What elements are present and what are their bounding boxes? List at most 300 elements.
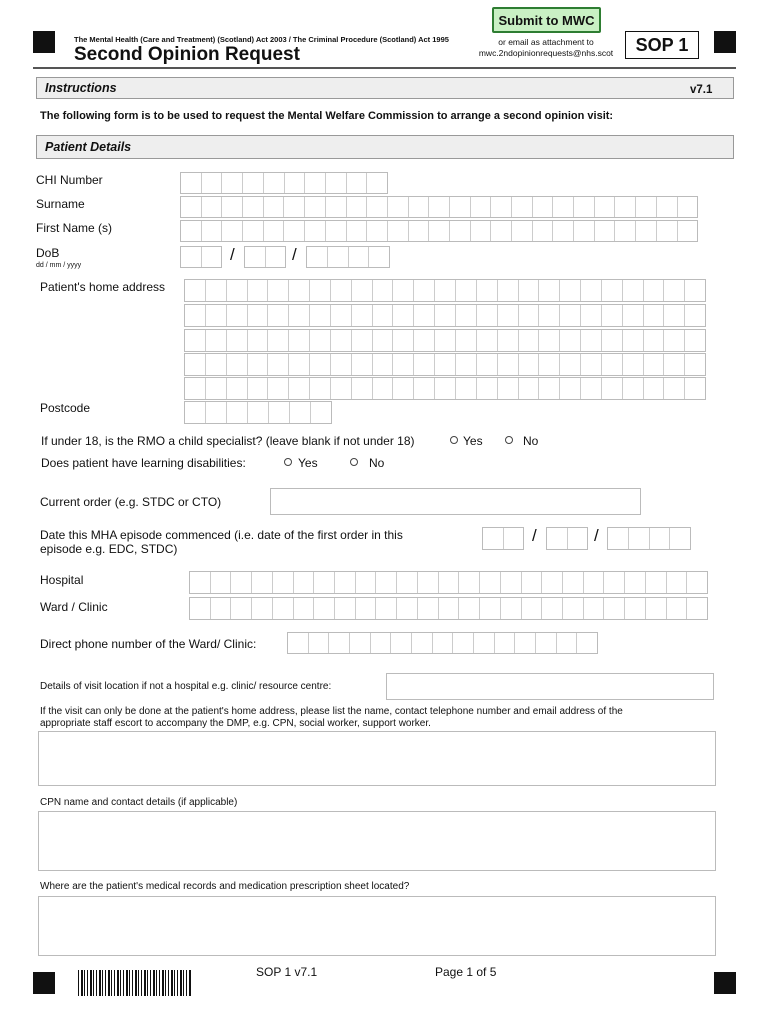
home-visit-escort-input[interactable] <box>38 731 716 786</box>
first-name-label: First Name (s) <box>36 221 112 235</box>
page-title: Second Opinion Request <box>74 44 300 65</box>
char-cell <box>615 197 636 217</box>
act-reference: The Mental Health (Care and Treatment) (Scotland) Act 2003 / The Criminal Procedure (Scotland) Act 1995 <box>74 35 449 44</box>
char-cell <box>657 197 678 217</box>
char-cell <box>504 528 524 549</box>
char-cell <box>414 354 435 375</box>
char-cell <box>625 598 646 619</box>
char-cell <box>350 633 371 653</box>
char-cell <box>181 173 202 193</box>
char-cell <box>435 280 456 301</box>
records-location-input[interactable] <box>38 896 716 956</box>
postcode-input[interactable] <box>184 401 332 424</box>
surname-input[interactable] <box>180 196 698 218</box>
char-cell <box>331 354 352 375</box>
char-cell <box>453 633 474 653</box>
char-cell <box>243 221 264 241</box>
registration-mark-bottom-left <box>33 972 55 994</box>
char-cell <box>670 528 690 549</box>
child-specialist-no-radio[interactable] <box>505 436 513 444</box>
char-cell <box>664 354 685 375</box>
char-cell <box>326 173 347 193</box>
char-cell <box>397 572 418 593</box>
visit-location-label: Details of visit location if not a hospital e.g. clinic/ resource centre: <box>40 681 332 692</box>
char-cell <box>268 354 289 375</box>
char-cell <box>608 528 629 549</box>
learning-disabilities-no-label: No <box>369 456 385 470</box>
char-cell <box>429 197 450 217</box>
char-cell <box>227 280 248 301</box>
chi-input[interactable] <box>180 172 388 194</box>
dob-separator-2: / <box>292 245 297 264</box>
char-cell <box>483 528 504 549</box>
char-cell <box>563 598 584 619</box>
char-cell <box>227 354 248 375</box>
char-cell <box>181 197 202 217</box>
char-cell <box>273 572 294 593</box>
instructions-bar <box>36 77 734 99</box>
hospital-input[interactable] <box>189 571 708 594</box>
char-cell <box>636 221 657 241</box>
char-cell <box>581 378 602 399</box>
page-number: Page 1 of 5 <box>435 965 497 979</box>
char-cell <box>331 305 352 326</box>
char-cell <box>371 633 392 653</box>
home-visit-label-line-2: appropriate staff escort to accompany the DMP, e.g. CPN, social worker, support worker. <box>40 718 431 729</box>
dob-hint: dd / mm / yyyy <box>36 262 82 269</box>
char-cell <box>498 305 519 326</box>
char-cell <box>243 197 264 217</box>
char-cell <box>644 305 665 326</box>
char-cell <box>305 197 326 217</box>
char-cell <box>269 402 290 423</box>
ward-label: Ward / Clinic <box>40 600 108 614</box>
visit-location-input[interactable] <box>386 673 714 700</box>
char-cell <box>289 330 310 351</box>
char-cell <box>367 221 388 241</box>
char-cell <box>185 280 206 301</box>
char-cell <box>495 633 516 653</box>
char-cell <box>248 305 269 326</box>
char-cell <box>273 598 294 619</box>
char-cell <box>477 305 498 326</box>
header-divider <box>33 67 736 69</box>
dob-separator-1: / <box>230 245 235 264</box>
char-cell <box>480 572 501 593</box>
char-cell <box>501 598 522 619</box>
char-cell <box>512 197 533 217</box>
char-cell <box>477 378 498 399</box>
char-cell <box>190 572 211 593</box>
char-cell <box>369 247 389 267</box>
episode-label-line-2: episode e.g. EDC, STDC) <box>40 542 178 556</box>
char-cell <box>352 330 373 351</box>
char-cell <box>623 354 644 375</box>
char-cell <box>206 402 227 423</box>
char-cell <box>352 280 373 301</box>
char-cell <box>305 221 326 241</box>
episode-label-line-1: Date this MHA episode commenced (i.e. date of the first order in this <box>40 528 403 542</box>
char-cell <box>206 330 227 351</box>
char-cell <box>491 197 512 217</box>
char-cell <box>414 305 435 326</box>
char-cell <box>310 280 331 301</box>
char-cell <box>471 221 492 241</box>
char-cell <box>331 378 352 399</box>
char-cell <box>310 305 331 326</box>
char-cell <box>294 598 315 619</box>
address-label: Patient's home address <box>40 280 166 294</box>
learning-disabilities-yes-radio[interactable] <box>284 458 292 466</box>
char-cell <box>328 247 349 267</box>
char-cell <box>252 598 273 619</box>
char-cell <box>231 598 252 619</box>
char-cell <box>310 378 331 399</box>
char-cell <box>414 280 435 301</box>
char-cell <box>685 305 705 326</box>
char-cell <box>498 280 519 301</box>
char-cell <box>553 197 574 217</box>
char-cell <box>602 354 623 375</box>
phone-label: Direct phone number of the Ward/ Clinic: <box>40 637 257 651</box>
postcode-label: Postcode <box>40 401 91 415</box>
address-line-4-input[interactable] <box>184 353 706 376</box>
char-cell <box>206 280 227 301</box>
char-cell <box>367 173 387 193</box>
current-order-label: Current order (e.g. STDC or CTO) <box>40 495 222 509</box>
char-cell <box>477 330 498 351</box>
registration-mark-top-left <box>33 31 55 53</box>
ward-input[interactable] <box>189 597 708 620</box>
surname-label: Surname <box>36 197 85 211</box>
char-cell <box>268 330 289 351</box>
char-cell <box>581 330 602 351</box>
char-cell <box>347 173 368 193</box>
char-cell <box>459 598 480 619</box>
char-cell <box>678 197 698 217</box>
char-cell <box>289 280 310 301</box>
email-line-1: or email as attachment to <box>498 37 594 47</box>
char-cell <box>595 221 616 241</box>
intro-text: The following form is to be used to request the Mental Welfare Commission to arrange a second opinion visit: <box>40 110 614 122</box>
char-cell <box>625 572 646 593</box>
char-cell <box>480 598 501 619</box>
char-cell <box>553 221 574 241</box>
char-cell <box>285 173 306 193</box>
char-cell <box>222 221 243 241</box>
char-cell <box>644 378 665 399</box>
char-cell <box>268 280 289 301</box>
char-cell <box>329 633 350 653</box>
address-line-3-input[interactable] <box>184 329 706 352</box>
char-cell <box>331 330 352 351</box>
char-cell <box>388 197 409 217</box>
char-cell <box>231 572 252 593</box>
char-cell <box>352 354 373 375</box>
char-cell <box>314 572 335 593</box>
char-cell <box>418 598 439 619</box>
char-cell <box>289 378 310 399</box>
char-cell <box>243 173 264 193</box>
char-cell <box>206 354 227 375</box>
char-cell <box>685 354 705 375</box>
char-cell <box>568 528 588 549</box>
char-cell <box>356 572 377 593</box>
records-label: Where are the patient's medical records and medication prescription sheet located? <box>40 881 410 892</box>
char-cell <box>248 330 269 351</box>
char-cell <box>636 197 657 217</box>
char-cell <box>222 197 243 217</box>
char-cell <box>557 633 578 653</box>
char-cell <box>644 354 665 375</box>
char-cell <box>181 247 202 267</box>
email-address: mwc.2ndopinionrequests@nhs.scot <box>478 48 614 58</box>
barcode <box>78 970 192 996</box>
char-cell <box>264 221 285 241</box>
submit-to-mwc-button[interactable]: Submit to MWC <box>492 7 601 33</box>
char-cell <box>498 330 519 351</box>
char-cell <box>202 173 223 193</box>
char-cell <box>248 280 269 301</box>
char-cell <box>456 330 477 351</box>
char-cell <box>623 330 644 351</box>
char-cell <box>202 221 223 241</box>
char-cell <box>602 280 623 301</box>
char-cell <box>211 572 232 593</box>
char-cell <box>206 378 227 399</box>
char-cell <box>414 378 435 399</box>
learning-disabilities-yes-label: Yes <box>298 456 318 470</box>
phone-input[interactable] <box>287 632 598 654</box>
char-cell <box>477 354 498 375</box>
char-cell <box>604 598 625 619</box>
current-order-input[interactable] <box>270 488 641 515</box>
dob-month-input[interactable] <box>244 246 286 268</box>
char-cell <box>602 305 623 326</box>
char-cell <box>623 378 644 399</box>
char-cell <box>397 598 418 619</box>
episode-year-input[interactable] <box>607 527 691 550</box>
char-cell <box>512 221 533 241</box>
char-cell <box>595 197 616 217</box>
char-cell <box>429 221 450 241</box>
char-cell <box>456 280 477 301</box>
char-cell <box>268 378 289 399</box>
form-reference: SOP 1 v7.1 <box>256 965 318 979</box>
char-cell <box>646 572 667 593</box>
char-cell <box>373 378 394 399</box>
char-cell <box>450 197 471 217</box>
char-cell <box>560 378 581 399</box>
char-cell <box>539 280 560 301</box>
char-cell <box>498 354 519 375</box>
char-cell <box>577 633 597 653</box>
char-cell <box>687 572 707 593</box>
char-cell <box>393 280 414 301</box>
char-cell <box>373 330 394 351</box>
char-cell <box>181 221 202 241</box>
char-cell <box>409 221 430 241</box>
char-cell <box>498 378 519 399</box>
dob-label: DoB <box>36 246 60 260</box>
char-cell <box>409 197 430 217</box>
char-cell <box>393 330 414 351</box>
char-cell <box>367 197 388 217</box>
cpn-details-input[interactable] <box>38 811 716 871</box>
char-cell <box>563 572 584 593</box>
char-cell <box>264 197 285 217</box>
char-cell <box>685 378 705 399</box>
char-cell <box>433 633 454 653</box>
char-cell <box>581 280 602 301</box>
char-cell <box>393 305 414 326</box>
char-cell <box>542 572 563 593</box>
char-cell <box>439 598 460 619</box>
char-cell <box>335 572 356 593</box>
char-cell <box>667 598 688 619</box>
char-cell <box>456 305 477 326</box>
registration-mark-top-right <box>714 31 736 53</box>
char-cell <box>644 330 665 351</box>
char-cell <box>657 221 678 241</box>
char-cell <box>533 197 554 217</box>
patient-details-heading: Patient Details <box>45 140 132 154</box>
char-cell <box>539 330 560 351</box>
char-cell <box>202 247 222 267</box>
char-cell <box>331 280 352 301</box>
char-cell <box>347 197 368 217</box>
char-cell <box>650 528 671 549</box>
char-cell <box>560 280 581 301</box>
char-cell <box>685 280 705 301</box>
char-cell <box>536 633 557 653</box>
char-cell <box>266 247 286 267</box>
char-cell <box>644 280 665 301</box>
char-cell <box>678 221 698 241</box>
char-cell <box>307 247 328 267</box>
char-cell <box>309 633 330 653</box>
char-cell <box>456 378 477 399</box>
char-cell <box>450 221 471 241</box>
address-line-2-input[interactable] <box>184 304 706 327</box>
char-cell <box>574 197 595 217</box>
char-cell <box>664 280 685 301</box>
char-cell <box>185 305 206 326</box>
char-cell <box>477 280 498 301</box>
char-cell <box>456 354 477 375</box>
char-cell <box>439 572 460 593</box>
char-cell <box>435 330 456 351</box>
char-cell <box>185 378 206 399</box>
char-cell <box>542 598 563 619</box>
char-cell <box>268 305 289 326</box>
char-cell <box>288 633 309 653</box>
char-cell <box>310 330 331 351</box>
char-cell <box>294 572 315 593</box>
episode-separator-2: / <box>594 526 599 545</box>
learning-disabilities-question: Does patient have learning disabilities: <box>41 456 246 470</box>
child-specialist-no-label: No <box>523 434 539 448</box>
learning-disabilities-no-radio[interactable] <box>350 458 358 466</box>
char-cell <box>522 572 543 593</box>
patient-details-bar <box>36 135 734 159</box>
char-cell <box>623 280 644 301</box>
char-cell <box>248 402 269 423</box>
char-cell <box>335 598 356 619</box>
instructions-heading: Instructions <box>45 81 117 95</box>
char-cell <box>539 305 560 326</box>
episode-separator-1: / <box>532 526 537 545</box>
char-cell <box>519 354 540 375</box>
char-cell <box>667 572 688 593</box>
char-cell <box>373 305 394 326</box>
char-cell <box>352 378 373 399</box>
char-cell <box>471 197 492 217</box>
char-cell <box>373 354 394 375</box>
char-cell <box>519 330 540 351</box>
char-cell <box>547 528 568 549</box>
char-cell <box>581 354 602 375</box>
first-name-input[interactable] <box>180 220 698 242</box>
child-specialist-question: If under 18, is the RMO a child specialist? (leave blank if not under 18) <box>41 434 415 448</box>
char-cell <box>412 633 433 653</box>
char-cell <box>185 330 206 351</box>
char-cell <box>185 402 206 423</box>
char-cell <box>560 305 581 326</box>
char-cell <box>202 197 223 217</box>
char-cell <box>264 173 285 193</box>
char-cell <box>248 354 269 375</box>
char-cell <box>352 305 373 326</box>
address-line-1-input[interactable] <box>184 279 706 302</box>
char-cell <box>284 221 305 241</box>
char-cell <box>245 247 266 267</box>
char-cell <box>248 378 269 399</box>
char-cell <box>687 598 707 619</box>
dob-year-input[interactable] <box>306 246 390 268</box>
char-cell <box>227 330 248 351</box>
char-cell <box>227 305 248 326</box>
char-cell <box>356 598 377 619</box>
chi-label: CHI Number <box>36 173 103 187</box>
char-cell <box>519 305 540 326</box>
char-cell <box>519 378 540 399</box>
child-specialist-yes-radio[interactable] <box>450 436 458 444</box>
char-cell <box>501 572 522 593</box>
char-cell <box>664 305 685 326</box>
char-cell <box>539 378 560 399</box>
char-cell <box>519 280 540 301</box>
char-cell <box>435 305 456 326</box>
char-cell <box>418 572 439 593</box>
episode-month-input[interactable] <box>546 527 588 550</box>
char-cell <box>391 633 412 653</box>
char-cell <box>435 354 456 375</box>
char-cell <box>326 221 347 241</box>
char-cell <box>539 354 560 375</box>
episode-day-input[interactable] <box>482 527 524 550</box>
char-cell <box>574 221 595 241</box>
char-cell <box>560 354 581 375</box>
char-cell <box>393 378 414 399</box>
char-cell <box>393 354 414 375</box>
dob-day-input[interactable] <box>180 246 222 268</box>
char-cell <box>284 197 305 217</box>
address-line-5-input[interactable] <box>184 377 706 400</box>
char-cell <box>604 572 625 593</box>
char-cell <box>314 598 335 619</box>
home-visit-label-line-1: If the visit can only be done at the patient's home address, please list the name, contact telephone number and email address of the <box>40 706 623 717</box>
